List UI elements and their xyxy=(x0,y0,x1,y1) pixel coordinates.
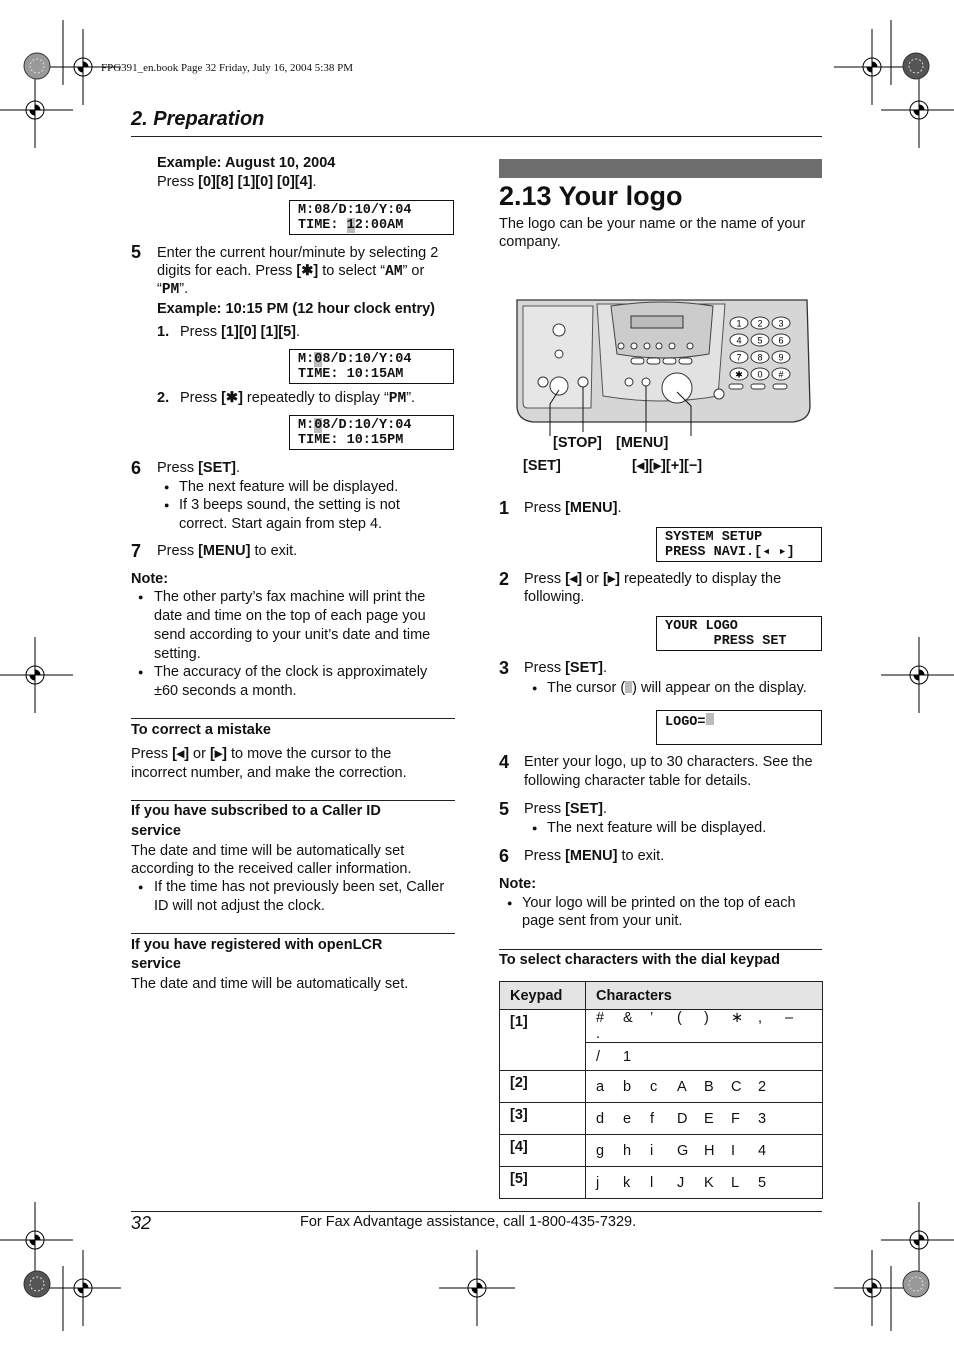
section-text xyxy=(131,745,391,764)
bullet-icon: ● xyxy=(507,898,513,908)
bullet-text: If the time has not previously been set, Caller xyxy=(154,879,445,895)
lcd-line: LOGO= xyxy=(665,715,706,730)
bullet-text: If 3 beeps sound, the setting is not xyxy=(179,497,400,513)
text: ”. xyxy=(179,281,189,297)
section-heading: service xyxy=(131,823,181,839)
keypad-label: 3 xyxy=(778,318,784,329)
step-number: 2 xyxy=(499,569,510,589)
example-time-title: Example: 10:15 PM (12 hour clock entry) xyxy=(157,301,436,317)
text: Press xyxy=(524,500,566,516)
navigator-keys-label: [◂][▸][+][−] xyxy=(632,458,703,474)
characters-cell xyxy=(586,1167,823,1199)
character: # xyxy=(596,1010,605,1026)
text: Press xyxy=(157,174,195,190)
step-text xyxy=(157,280,188,300)
keypad-key: [4] xyxy=(500,1135,586,1167)
lcd-line: TIME: 10:15PM xyxy=(298,433,404,448)
note-text: send according to your unit’s date and time xyxy=(154,627,431,643)
lcd-line: 2:00AM xyxy=(354,218,404,233)
bullet-icon: ● xyxy=(138,882,144,892)
substep-number: 2. xyxy=(157,390,170,406)
section-heading: If you have registered with openLCR xyxy=(131,937,383,953)
lcd-display xyxy=(656,710,822,745)
keypad-label: 5 xyxy=(757,335,763,346)
section-rule xyxy=(131,718,455,719)
character: 2 xyxy=(758,1078,767,1095)
character: b xyxy=(623,1078,632,1095)
note-text: setting. xyxy=(154,646,201,662)
lcd-line: PRESS SET xyxy=(665,634,787,649)
text: repeatedly to display the xyxy=(619,571,782,587)
text: ” or xyxy=(402,263,425,279)
keypad-label: # xyxy=(778,369,784,380)
text: Press xyxy=(180,324,222,340)
fax-control-panel-illustration xyxy=(513,296,813,436)
column-header: Characters xyxy=(586,982,823,1010)
lcd-line: 8/D:10/Y:04 xyxy=(322,352,412,367)
note-text: ±60 seconds a month. xyxy=(154,683,297,699)
lcd-line: 8/D:10/Y:04 xyxy=(322,418,412,433)
set-key-label: [SET] xyxy=(523,458,561,474)
note-text: Your logo will be printed on the top of each xyxy=(522,895,796,911)
book-info: FPG391_en.book Page 32 Friday, July 16, 2004 5:38 PM xyxy=(101,62,353,74)
note-title: Note: xyxy=(499,876,537,892)
text: or xyxy=(189,746,210,762)
character: G xyxy=(677,1142,689,1159)
character: h xyxy=(623,1142,632,1159)
section-text: incorrect number, and make the correction. xyxy=(131,765,407,781)
section-title: 2.13 Your logo xyxy=(499,181,683,211)
section-rule xyxy=(499,949,822,950)
character: g xyxy=(596,1142,605,1159)
crosshair-mark xyxy=(834,1250,910,1326)
character: F xyxy=(731,1110,740,1127)
character: 3 xyxy=(758,1110,767,1127)
lcd-line: PRESS NAVI.[◂ ▸] xyxy=(665,545,795,560)
lcd-line: M: xyxy=(298,418,315,433)
right-key: [▸] xyxy=(602,571,620,587)
footer-text: For Fax Advantage assistance, call 1-800-435-7329. xyxy=(300,1214,637,1230)
keypad-label: 7 xyxy=(736,352,742,363)
bullet-text: correct. Start again from step 4. xyxy=(179,516,383,532)
key-sequence: [1][0] [1][5] xyxy=(221,324,297,340)
crosshair-mark xyxy=(0,72,73,148)
text: Press xyxy=(157,543,199,559)
note-text: The accuracy of the clock is approximately xyxy=(154,664,428,680)
character: d xyxy=(596,1110,605,1127)
character: ) xyxy=(704,1010,709,1026)
bullet-icon: ● xyxy=(164,482,170,492)
set-key: [SET] xyxy=(198,460,236,476)
note-text: date and time on the top of each page you xyxy=(154,608,426,624)
step-number: 7 xyxy=(131,541,142,561)
step-text xyxy=(157,459,240,478)
section-rule xyxy=(131,933,455,934)
keypad-label: 9 xyxy=(778,352,784,363)
step-text: following character table for details. xyxy=(524,773,752,789)
section-bar xyxy=(499,159,822,178)
step-number: 6 xyxy=(131,458,142,478)
crosshair-mark xyxy=(0,637,73,713)
characters-cell xyxy=(586,1010,823,1043)
step-number: 4 xyxy=(499,752,510,772)
character: ’ xyxy=(650,1010,654,1026)
bullet-icon: ● xyxy=(532,683,538,693)
section-text: according to the received caller information. xyxy=(131,861,412,877)
keypad-key: [3] xyxy=(500,1103,586,1135)
text: Press xyxy=(157,460,199,476)
sunburst-mark xyxy=(903,1271,929,1297)
text: to exit. xyxy=(617,848,665,864)
text: digits for each. Press xyxy=(157,263,297,279)
note-title: Note: xyxy=(131,571,169,587)
crosshair-mark xyxy=(881,637,954,713)
character: . xyxy=(596,1026,601,1042)
chapter-title: 2. Preparation xyxy=(131,108,265,130)
character: ∗ xyxy=(731,1010,744,1026)
section-rule xyxy=(131,800,455,801)
right-key: [▸] xyxy=(209,746,227,762)
bullet-text: ID will not adjust the clock. xyxy=(154,898,325,914)
text: . xyxy=(235,460,240,476)
step-text xyxy=(157,542,297,561)
note-text: page sent from your unit. xyxy=(522,913,683,929)
text: ”. xyxy=(406,390,416,406)
text: Press xyxy=(524,571,566,587)
keypad-label: ✱ xyxy=(735,369,743,380)
section-heading: service xyxy=(131,956,181,972)
character: & xyxy=(623,1010,633,1026)
character: l xyxy=(650,1174,654,1191)
characters-cell xyxy=(586,1043,823,1071)
text: to move the cursor to the xyxy=(226,746,392,762)
keypad-key: [5] xyxy=(500,1167,586,1199)
lcd-line: TIME: xyxy=(298,218,347,233)
star-key: [✱] xyxy=(221,390,243,406)
character: D xyxy=(677,1110,688,1127)
bullet-icon: ● xyxy=(164,500,170,510)
page-number: 32 xyxy=(131,1213,152,1233)
text: Press xyxy=(524,801,566,817)
example-date-title: Example: August 10, 2004 xyxy=(157,155,336,171)
section-heading: If you have subscribed to a Caller ID xyxy=(131,803,381,819)
substep-number: 1. xyxy=(157,324,170,340)
lcd-line: M: xyxy=(298,352,315,367)
step-number: 1 xyxy=(499,498,510,518)
lcd-line: M:08/D:10/Y:04 xyxy=(298,203,412,218)
character: / xyxy=(596,1048,601,1065)
character: 1 xyxy=(623,1048,632,1065)
character: j xyxy=(596,1174,600,1191)
step-text xyxy=(524,800,607,819)
example-date-press xyxy=(157,173,317,192)
characters-cell xyxy=(586,1103,823,1135)
lcd-display xyxy=(289,200,454,235)
step-number: 6 xyxy=(499,846,510,866)
character: K xyxy=(704,1174,714,1191)
step-text: Enter your logo, up to 30 characters. See the xyxy=(524,754,813,770)
crosshair-mark xyxy=(881,72,954,148)
characters-cell xyxy=(586,1135,823,1167)
footer-rule xyxy=(131,1211,822,1212)
key-sequence: [0][8] [1][0] [0][4] xyxy=(198,174,313,190)
text: to exit. xyxy=(250,543,298,559)
character: 4 xyxy=(758,1142,767,1159)
keypad-key: [1] xyxy=(500,1010,586,1071)
step-text xyxy=(524,570,781,589)
character: c xyxy=(650,1078,658,1095)
lcd-display xyxy=(289,415,454,450)
keypad-label: 2 xyxy=(757,318,763,329)
character: i xyxy=(650,1142,654,1159)
table-title: To select characters with the dial keypad xyxy=(499,952,780,968)
step-text: Enter the current hour/minute by selecting 2 xyxy=(157,245,439,261)
character: k xyxy=(623,1174,631,1191)
crosshair-mark xyxy=(881,1202,954,1278)
left-key: [◂] xyxy=(172,746,190,762)
text: . xyxy=(296,324,301,340)
character: B xyxy=(704,1078,714,1095)
crosshair-mark xyxy=(834,29,910,105)
lcd-display xyxy=(656,616,822,651)
section-text: The date and time will be automatically set xyxy=(131,843,405,859)
lcd-display xyxy=(656,527,822,562)
header-rule xyxy=(131,136,822,137)
crosshair-mark xyxy=(439,1250,515,1326)
cursor: 0 xyxy=(314,418,323,433)
note-text: The other party’s fax machine will print the xyxy=(154,589,426,605)
star-key: [✱] xyxy=(296,263,319,279)
step-number: 3 xyxy=(499,658,510,678)
bullet-text xyxy=(547,679,807,698)
keypad-key: [2] xyxy=(500,1071,586,1103)
section-text: The date and time will be automatically set. xyxy=(131,976,409,992)
cursor: 0 xyxy=(314,352,323,367)
character: E xyxy=(704,1110,714,1127)
keypad-label: 6 xyxy=(778,335,784,346)
character: J xyxy=(677,1174,685,1191)
keypad-label: 1 xyxy=(736,318,742,329)
stop-key-label: [STOP] xyxy=(553,435,602,451)
step-text xyxy=(524,659,607,678)
step-number: 5 xyxy=(131,242,142,262)
crosshair-mark xyxy=(0,1202,73,1278)
set-key: [SET] xyxy=(565,801,603,817)
lcd-line: YOUR LOGO xyxy=(665,619,738,634)
bullet-text: The next feature will be displayed. xyxy=(547,820,767,836)
crosshair-mark xyxy=(45,1250,121,1326)
text: to select “ xyxy=(318,263,386,279)
lcd-display xyxy=(289,349,454,384)
column-header: Keypad xyxy=(500,982,586,1010)
text: or xyxy=(582,571,603,587)
bullet-icon: ● xyxy=(138,592,144,602)
pm-label: PM xyxy=(388,391,407,407)
cursor: 1 xyxy=(346,218,355,233)
menu-key-label: [MENU] xyxy=(616,435,669,451)
menu-key: [MENU] xyxy=(565,500,618,516)
lcd-line: TIME: 10:15AM xyxy=(298,367,404,382)
text: repeatedly to display “ xyxy=(242,390,389,406)
text: . xyxy=(602,801,607,817)
table-header-row xyxy=(500,982,823,1010)
table-row xyxy=(500,1135,823,1167)
character-table xyxy=(499,981,823,1199)
sunburst-mark xyxy=(903,53,929,79)
table-row xyxy=(500,1103,823,1135)
character: f xyxy=(650,1110,655,1127)
menu-key: [MENU] xyxy=(565,848,618,864)
character: I xyxy=(731,1142,736,1159)
character: ( xyxy=(677,1010,682,1026)
menu-key: [MENU] xyxy=(198,543,251,559)
character: C xyxy=(731,1078,742,1095)
substep-text xyxy=(180,389,415,409)
text: “ xyxy=(157,281,162,297)
text: The cursor ( xyxy=(547,680,626,696)
bullet-icon: ● xyxy=(532,823,538,833)
character: e xyxy=(623,1110,632,1127)
table-row xyxy=(500,1010,823,1043)
character: L xyxy=(731,1174,740,1191)
text: Press xyxy=(131,746,173,762)
keypad-label: 8 xyxy=(757,352,763,363)
step-text xyxy=(524,847,664,866)
bullet-icon: ● xyxy=(138,667,144,677)
character: a xyxy=(596,1078,605,1095)
section-heading: To correct a mistake xyxy=(131,722,271,738)
character: , xyxy=(758,1010,763,1026)
lcd-line: SYSTEM SETUP xyxy=(665,530,763,545)
character: A xyxy=(677,1078,687,1095)
cursor xyxy=(706,713,714,725)
character: 5 xyxy=(758,1174,767,1191)
intro-text: The logo can be your name or the name of your xyxy=(499,216,806,232)
step-text xyxy=(524,499,621,518)
sunburst-mark xyxy=(24,53,50,79)
character: H xyxy=(704,1142,715,1159)
character: – xyxy=(785,1010,794,1026)
step-text: following. xyxy=(524,589,585,605)
sunburst-mark xyxy=(24,1271,50,1297)
set-key: [SET] xyxy=(565,660,603,676)
text: . xyxy=(602,660,607,676)
text: ) will appear on the display. xyxy=(632,680,807,696)
keypad-label: 4 xyxy=(736,335,742,346)
left-key: [◂] xyxy=(565,571,583,587)
keypad-label: 0 xyxy=(757,369,763,380)
bullet-text: The next feature will be displayed. xyxy=(179,479,399,495)
text: Press xyxy=(524,848,566,864)
characters-cell xyxy=(586,1071,823,1103)
table-row xyxy=(500,1167,823,1199)
text: . xyxy=(617,500,622,516)
table-row xyxy=(500,1071,823,1103)
pm-label: PM xyxy=(161,282,180,298)
text: Press xyxy=(524,660,566,676)
text: . xyxy=(312,174,317,190)
text: Press xyxy=(180,390,222,406)
step-text xyxy=(157,262,424,282)
am-label: AM xyxy=(385,264,403,280)
substep-text xyxy=(180,323,300,342)
step-number: 5 xyxy=(499,799,510,819)
intro-text: company. xyxy=(499,234,561,250)
